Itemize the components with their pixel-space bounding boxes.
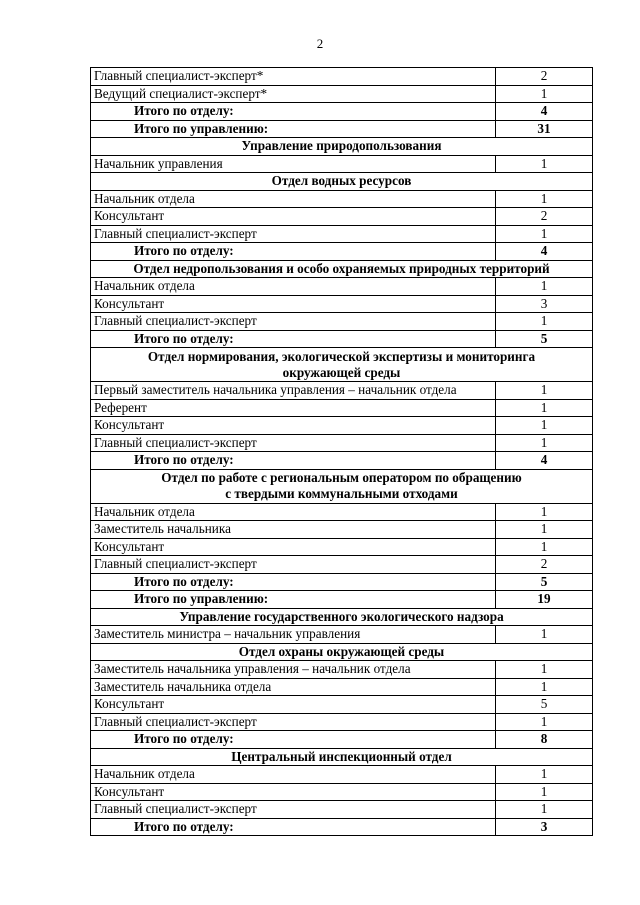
position-count: 1 xyxy=(496,678,593,696)
total-label: Итого по отделу: xyxy=(91,243,496,261)
section-header xyxy=(91,469,593,503)
position-row xyxy=(91,225,593,243)
total-row xyxy=(91,818,593,836)
position-name: Главный специалист-эксперт xyxy=(91,801,496,819)
section-header: Управление природопользования xyxy=(91,138,593,156)
position-row xyxy=(91,801,593,819)
total-count: 4 xyxy=(496,452,593,470)
section-header-row xyxy=(91,138,593,156)
total-count: 4 xyxy=(496,103,593,121)
total-row xyxy=(91,120,593,138)
position-count: 1 xyxy=(496,382,593,400)
position-count: 1 xyxy=(496,626,593,644)
total-label: Итого по отделу: xyxy=(91,330,496,348)
total-row xyxy=(91,573,593,591)
position-row xyxy=(91,696,593,714)
position-count: 1 xyxy=(496,155,593,173)
position-row xyxy=(91,556,593,574)
position-name: Консультант xyxy=(91,783,496,801)
position-count: 1 xyxy=(496,661,593,679)
position-name: Главный специалист-эксперт xyxy=(91,313,496,331)
section-header-row xyxy=(91,469,593,503)
position-name: Заместитель начальника xyxy=(91,521,496,539)
section-header-row xyxy=(91,608,593,626)
position-row xyxy=(91,85,593,103)
position-row xyxy=(91,155,593,173)
position-name: Главный специалист-эксперт* xyxy=(91,68,496,86)
section-header-line: Отдел нормирования, экологической экспертизы и мониторинга xyxy=(147,348,536,364)
position-row xyxy=(91,538,593,556)
total-count: 5 xyxy=(496,573,593,591)
total-label: Итого по отделу: xyxy=(91,452,496,470)
position-row xyxy=(91,434,593,452)
position-count: 2 xyxy=(496,556,593,574)
section-header-row xyxy=(91,748,593,766)
position-count: 1 xyxy=(496,521,593,539)
total-row xyxy=(91,330,593,348)
position-name: Первый заместитель начальника управления – начальник отдела xyxy=(91,382,496,400)
section-header-line: окружающей среды xyxy=(282,364,401,380)
total-row xyxy=(91,452,593,470)
section-header: Центральный инспекционный отдел xyxy=(91,748,593,766)
position-name: Начальник отдела xyxy=(91,278,496,296)
position-count: 1 xyxy=(496,766,593,784)
position-count: 2 xyxy=(496,208,593,226)
position-count: 1 xyxy=(496,313,593,331)
position-count: 1 xyxy=(496,190,593,208)
total-count: 3 xyxy=(496,818,593,836)
section-header-row xyxy=(91,260,593,278)
total-count: 19 xyxy=(496,591,593,609)
total-label: Итого по управлению: xyxy=(91,591,496,609)
position-name: Консультант xyxy=(91,208,496,226)
position-count: 1 xyxy=(496,801,593,819)
total-row xyxy=(91,591,593,609)
section-header-row xyxy=(91,348,593,382)
staffing-table xyxy=(90,67,593,836)
position-count: 1 xyxy=(496,278,593,296)
position-row xyxy=(91,382,593,400)
position-row xyxy=(91,399,593,417)
position-count: 1 xyxy=(496,225,593,243)
position-row xyxy=(91,313,593,331)
position-name: Консультант xyxy=(91,417,496,435)
position-count: 1 xyxy=(496,713,593,731)
position-name: Главный специалист-эксперт xyxy=(91,225,496,243)
position-name: Референт xyxy=(91,399,496,417)
total-row xyxy=(91,103,593,121)
position-row xyxy=(91,417,593,435)
section-header-line: Отдел по работе с региональным оператором по обращению xyxy=(161,470,522,485)
position-row xyxy=(91,766,593,784)
position-name: Начальник управления xyxy=(91,155,496,173)
position-count: 1 xyxy=(496,417,593,435)
position-name: Начальник отдела xyxy=(91,503,496,521)
position-name: Заместитель начальника отдела xyxy=(91,678,496,696)
section-header: Управление государственного экологического надзора xyxy=(91,608,593,626)
total-label: Итого по отделу: xyxy=(91,731,496,749)
position-row xyxy=(91,626,593,644)
position-name: Начальник отдела xyxy=(91,766,496,784)
total-count: 4 xyxy=(496,243,593,261)
position-row xyxy=(91,295,593,313)
position-row xyxy=(91,678,593,696)
position-count: 1 xyxy=(496,399,593,417)
section-header: Отдел охраны окружающей среды xyxy=(91,643,593,661)
position-count: 2 xyxy=(496,68,593,86)
total-row xyxy=(91,243,593,261)
position-count: 1 xyxy=(496,783,593,801)
position-name: Ведущий специалист-эксперт* xyxy=(91,85,496,103)
position-name: Главный специалист-эксперт xyxy=(91,713,496,731)
position-row xyxy=(91,783,593,801)
total-label: Итого по отделу: xyxy=(91,103,496,121)
total-label: Итого по управлению: xyxy=(91,120,496,138)
position-count: 1 xyxy=(496,434,593,452)
position-row xyxy=(91,278,593,296)
total-label: Итого по отделу: xyxy=(91,818,496,836)
section-header: Отдел водных ресурсов xyxy=(91,173,593,191)
position-count: 1 xyxy=(496,538,593,556)
position-name: Главный специалист-эксперт xyxy=(91,556,496,574)
position-name: Заместитель начальника управления – начальник отдела xyxy=(91,661,496,679)
position-name: Главный специалист-эксперт xyxy=(91,434,496,452)
position-count: 1 xyxy=(496,503,593,521)
position-row xyxy=(91,190,593,208)
section-header: Отдел недропользования и особо охраняемых природных территорий xyxy=(91,260,593,278)
position-row xyxy=(91,521,593,539)
section-header xyxy=(91,348,593,382)
section-header-row xyxy=(91,173,593,191)
section-header-row xyxy=(91,643,593,661)
section-header-line: с твердыми коммунальными отходами xyxy=(225,486,458,501)
position-name: Начальник отдела xyxy=(91,190,496,208)
position-name: Консультант xyxy=(91,696,496,714)
position-name: Заместитель министра – начальник управления xyxy=(91,626,496,644)
position-row xyxy=(91,503,593,521)
page-number: 2 xyxy=(316,36,324,51)
total-count: 8 xyxy=(496,731,593,749)
position-row xyxy=(91,208,593,226)
total-count: 31 xyxy=(496,120,593,138)
total-row xyxy=(91,731,593,749)
position-name: Консультант xyxy=(91,538,496,556)
position-count: 3 xyxy=(496,295,593,313)
position-row xyxy=(91,713,593,731)
position-count: 1 xyxy=(496,85,593,103)
position-row xyxy=(91,661,593,679)
position-count: 5 xyxy=(496,696,593,714)
position-row xyxy=(91,68,593,86)
total-label: Итого по отделу: xyxy=(91,573,496,591)
staffing-table-body xyxy=(91,68,593,836)
total-count: 5 xyxy=(496,330,593,348)
position-name: Консультант xyxy=(91,295,496,313)
